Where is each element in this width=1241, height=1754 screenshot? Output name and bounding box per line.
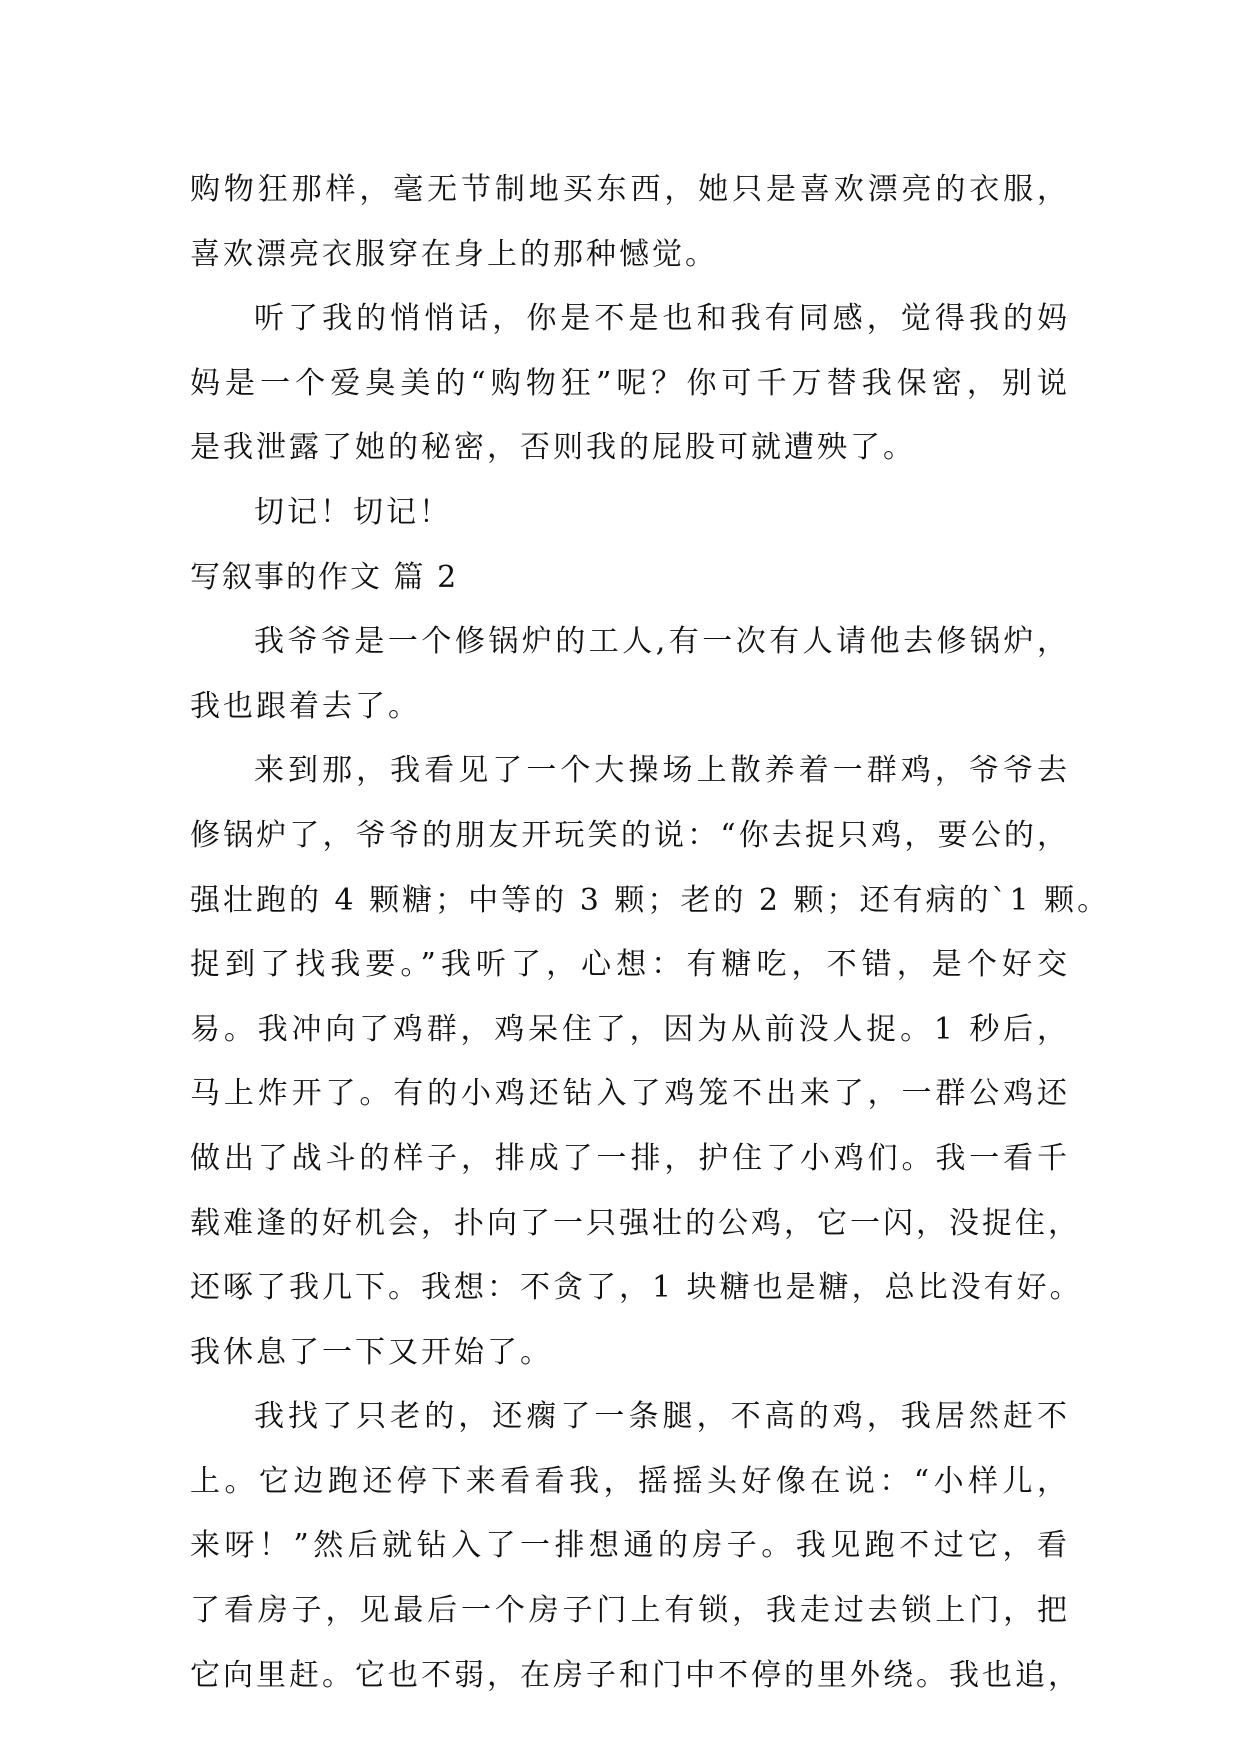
text-line: 修锅炉了，爷爷的朋友开玩笑的说：“你去捉只鸡，要公的， [190, 817, 1070, 853]
text-line: 载难逢的好机会，扑向了一只强壮的公鸡，它一闪，没捉住， [190, 1205, 1081, 1241]
paragraph-start-line: 我爷爷是一个修锅炉的工人,有一次有人请他去修锅炉， [254, 624, 1070, 660]
text-line: 上。它边跑还停下来看看我，摇摇头好像在说：“小样儿， [190, 1463, 1070, 1499]
article-body [190, 158, 1111, 1708]
text-line: 它向里赶。它也不弱，在房子和门中不停的里外绕。我也追， [190, 1657, 1081, 1693]
text-line: 了看房子，见最后一个房子门上有锁，我走过去锁上门，把 [190, 1593, 1070, 1629]
text-line: 购物狂那样，毫无节制地买东西，她只是喜欢漂亮的衣服， [190, 172, 1070, 207]
text-line: 易。我冲向了鸡群，鸡呆住了，因为从前没人捉。1 秒后， [190, 1011, 1070, 1047]
text-line: 还啄了我几下。我想：不贪了，1 块糖也是糖，总比没有好。 [190, 1270, 1083, 1306]
text-line: 是我泄露了她的秘密，否则我的屁股可就遭殃了。 [190, 430, 916, 466]
section-heading: 写叙事的作文 篇 2 [190, 559, 459, 595]
text-line: 我也跟着去了。 [190, 688, 421, 724]
paragraph-start-line: 我找了只老的，还瘸了一条腿，不高的鸡，我居然赶不 [254, 1399, 1070, 1435]
text-line: 妈是一个爱臭美的“购物狂”呢？你可千万替我保密，别说 [190, 365, 1070, 401]
text-line: 捉到了找我要。”我听了，心想：有糖吃，不错，是个好交 [190, 947, 1070, 983]
text-line: 强壮跑的 4 颗糖；中等的 3 颗；老的 2 颗；还有病的`1 颗。 [190, 882, 1111, 918]
paragraph-start-line: 切记！切记！ [254, 494, 452, 530]
text-line: 做出了战斗的样子，排成了一排，护住了小鸡们。我一看千 [190, 1140, 1070, 1176]
text-line: 喜欢漂亮衣服穿在身上的那种憾觉。 [190, 236, 718, 272]
text-line: 马上炸开了。有的小鸡还钻入了鸡笼不出来了，一群公鸡还 [190, 1076, 1070, 1112]
paragraph-start-line: 听了我的悄悄话，你是不是也和我有同感，觉得我的妈 [254, 301, 1070, 337]
text-line: 我休息了一下又开始了。 [190, 1334, 553, 1370]
text-line: 来呀！”然后就钻入了一排想通的房子。我见跑不过它，看 [190, 1528, 1070, 1564]
paragraph-start-line: 来到那，我看见了一个大操场上散养着一群鸡，爷爷去 [254, 753, 1070, 789]
